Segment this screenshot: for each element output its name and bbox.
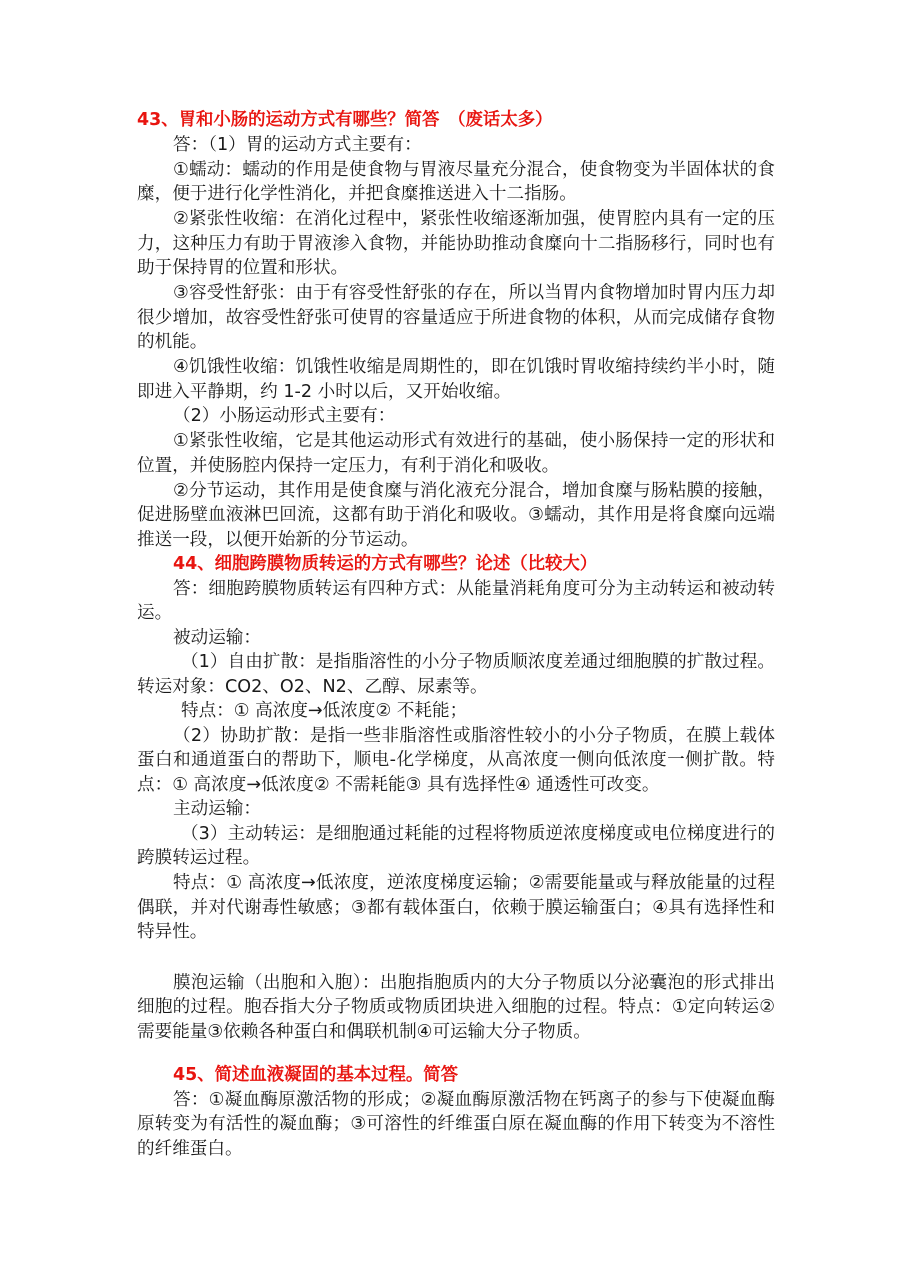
q45-answer: 答：①凝血酶原激活物的形成；②凝血酶原激活物在钙离子的参与下使凝血酶原转变为有活性的凝血酶；③可溶性的纤维蛋白原在凝血酶的作用下转变为不溶性的纤维蛋白。 <box>137 1089 775 1159</box>
q44-active-transport-features: 特点：① 高浓度→低浓度，逆浓度梯度运输；②需要能量或与释放能量的过程偶联，并对代谢毒性敏感；③都有载体蛋白，依赖于膜运输蛋白；④具有选择性和特异性。 <box>137 873 775 942</box>
document-page <box>137 108 775 1161</box>
q43-si-tonic-contraction: ①紧张性收缩，它是其他运动形式有效进行的基础，使小肠保持一定的形状和位置，并使肠腔内保持一定压力，有利于消化和吸收。 <box>137 431 775 476</box>
q43-small-intestine-intro: （2）小肠运动形式主要有： <box>173 406 396 426</box>
q44-simple-diffusion-features: 特点：① 高浓度→低浓度② 不耗能； <box>181 701 468 721</box>
q43-receptive-relaxation: ③容受性舒张：由于有容受性舒张的存在，所以当胃内食物增加时胃内压力却很少增加，故容受性舒张可使胃的容量适应于所进食物的体积，从而完成储存食物的机能。 <box>137 283 775 352</box>
q43-tonic-contraction: ②紧张性收缩：在消化过程中，紧张性收缩逐渐加强，使胃腔内具有一定的压力，这种压力有助于胃液渗入食物，并能协助推动食糜向十二指肠移行，同时也有助于保持胃的位置和形状。 <box>137 209 775 278</box>
q43-peristalsis: ①蠕动：蠕动的作用是使食物与胃液尽量充分混合，使食物变为半固体状的食糜，便于进行化学性消化，并把食糜推送进入十二指肠。 <box>137 159 775 204</box>
q44-simple-diffusion: （1）自由扩散：是指脂溶性的小分子物质顺浓度差通过细胞膜的扩散过程。转运对象：CO2、O2、N2、乙醇、尿素等。 <box>137 652 775 697</box>
q44-vesicular-transport: 膜泡运输（出胞和入胞）：出胞指胞质内的大分子物质以分泌囊泡的形式排出细胞的过程。胞吞指大分子物质或物质团块进入细胞的过程。特点：①定向转运②需要能量③依赖各种蛋白和偶联机制④可运输大分子物质。 <box>137 972 775 1042</box>
q44-active-transport: （3）主动转运：是细胞通过耗能的过程将物质逆浓度梯度或电位梯度进行的跨膜转运过程。 <box>137 823 775 868</box>
q43-answer-intro: 答：（1）胃的运动方式主要有： <box>173 134 422 155</box>
q44-answer-intro: 答：细胞跨膜物质转运有四种方式：从能量消耗角度可分为主动转运和被动转运。 <box>137 578 775 623</box>
q44-active-transport-label: 主动运输： <box>173 799 261 819</box>
question-43-heading: 43、胃和小肠的运动方式有哪些？简答 （废话太多） <box>137 110 553 130</box>
q43-hunger-contraction: ④饥饿性收缩：饥饿性收缩是周期性的，即在饥饿时胃收缩持续约半小时，随即进入平静期，约 1-2 小时以后，又开始收缩。 <box>137 357 775 402</box>
q44-facilitated-diffusion: （2）协助扩散：是指一些非脂溶性或脂溶性较小的小分子物质，在膜上载体蛋白和通道蛋白的帮助下，顺电-化学梯度，从高浓度一侧向低浓度一侧扩散。特点：① 高浓度→低浓度② 不需耗能③ 具有选择性④ 通透性可改变。 <box>137 725 775 795</box>
question-45-heading: 45、简述血液凝固的基本过程。简答 <box>173 1065 459 1085</box>
question-44-heading: 44、细胞跨膜物质转运的方式有哪些？论述（比较大） <box>173 554 598 574</box>
q43-segmentation: ②分节运动，其作用是使食糜与消化液充分混合，增加食糜与肠粘膜的接触，促进肠壁血液淋巴回流，这都有助于消化和吸收。③蠕动，其作用是将食糜向远端推送一段，以便开始新的分节运动。 <box>137 480 775 550</box>
q44-passive-transport-label: 被动运输： <box>173 627 261 648</box>
